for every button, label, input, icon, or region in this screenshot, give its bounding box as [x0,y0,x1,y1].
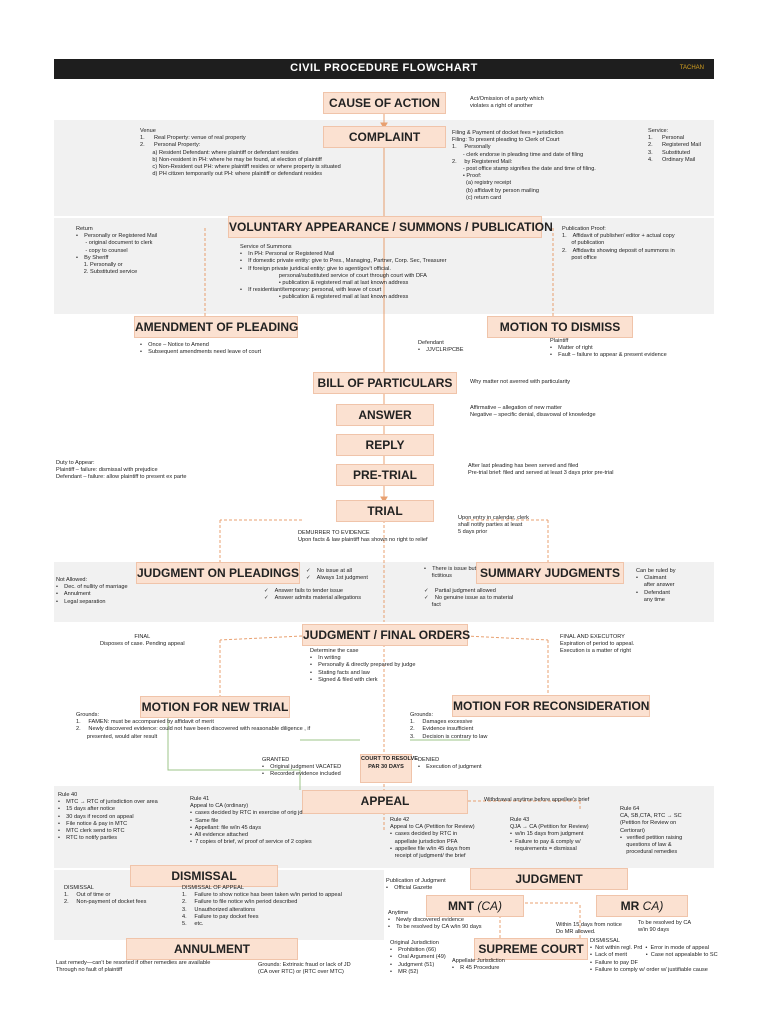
trial-box: TRIAL [336,500,434,522]
rule-64-note: Rule 64 CA, SB,CTA, RTC → SC (Petition for Review on Certiorari) • verified petition raising questions of law & procedural remedies [620,806,683,856]
court-resolve-box: COURT TO RESOLVE PAR 30 DAYS [360,754,412,783]
summary-judgments-box: SUMMARY JUDGMENTS [476,562,624,584]
judgment-on-pleadings-box: JUDGMENT ON PLEADINGS [136,562,300,584]
grounds-annulment-note: Grounds: Extrinsic fraud or lack of JD (CA over RTC) or (RTC over MTC) [258,962,351,976]
demurrer-note: DEMURRER TO EVIDENCE Upon facts & law plaintiff has shown no right to relief [298,530,428,544]
to-be-resolved-note: To be resolved by CA w/in 90 days [638,920,692,934]
granted-note: GRANTED • Original judgment VACATED • Recorded evidence included [262,757,342,778]
page-title: CIVIL PROCEDURE FLOWCHART [290,62,478,74]
appellate-jurisdiction-note: Appellate Jurisdiction • R 45 Procedure [452,958,505,972]
venue-note: Venue 1. Real Property: venue of real property 2. Personal Property: a) Resident Defendant: where plaintiff or defendant resides b) Non-resident in PH: where he may be found, at election of plaintiff c) Non-Resident out PH: where plaintiff resides or where property is situated d) PH citizen temporarily out PH: where plaintiff or defendant resides [140,128,341,178]
pretrial-note: After last pleading has been served and filed Pre-trial brief: filed and served at least 3 days prior pre-trial [468,463,614,477]
plaintiff-note: Plaintiff • Matter of right • Fault – failure to appear & present evidence [550,338,667,359]
service-note: Service: 1. Personal 2. Registered Mail 3. Substituted 4. Ordinary Mail [648,128,701,163]
reply-box: REPLY [336,434,434,456]
motion-to-dismiss-box: MOTION TO DISMISS [487,316,633,338]
answer-box: ANSWER [336,404,434,426]
determine-case-note: Determine the case • In writing • Personally & directly prepared by judge • Stating facts and law • Signed & filed with clerk [310,648,416,683]
trial-note: Upon entry in calendar, clerk shall notify parties at least 5 days prior [458,515,529,536]
pre-trial-box: PRE-TRIAL [336,464,434,486]
summons-note: Service of Summons • In PH: Personal or Registered Mail • If domestic private entity: give to Pres., Managing, Partner, Corp. Sec, Treasurer • If foreign private juridical entity: give to agent/gov't official. personal/substituted service of court through court with DFA • publication & registered mail at last known address • If residentiant/temporary: personal, with leave of court • publication & registered mail at last known address [240,244,447,301]
rule-42-note: Rule 42 Appeal to CA (Petition for Review) • cases decided by RTC in appellate jurisdiction PFA • appellee file w/in 45 days from receipt of judgment/ the brief [390,817,475,860]
dismissal-sc-note: DISMISSAL • Not within regl. Prd • Error in mode of appeal • Lack of merit • Case not appealable to SC • Failure to pay DF • Failure to comply w/ order w/ justifiable cause [590,938,718,973]
mr-ca-label: CA) [642,899,664,913]
duty-to-appear-note: Duty to Appear: Plaintiff – failure: dismissal with prejudice Defendant – failure: allow plaintiff to present ex parte [56,460,187,481]
original-jurisdiction-note: Original Jurisdiction • Prohibition (66) • Oral Argument (49) • Judgment (51) • MR (52) [390,940,446,975]
answer-note: Affirmative – allegation of new matter Negative – specific denial, disavowal of knowledge [470,405,596,419]
within-15-note: Within 15 days from notice Do MR allowed. [556,922,622,936]
not-allowed-note: Not Allowed: • Dec. of nullity of marriage • Annulment • Legal separation [56,577,128,605]
annulment-box: ANNULMENT [126,938,298,960]
publication-judgment-note: Publication of Judgment • Official Gazette [386,878,446,892]
return-note: Return • Personally or Registered Mail - original document to clerk - copy to counsel • By Sheriff 1. Personally or 2. Substituted service [76,226,158,276]
reconsideration-box: MOTION FOR RECONSIDERATION [452,695,650,717]
grounds-recon-note: Grounds: 1. Damages excessive 2. Evidence insufficient 3. Decision is contrary to law [410,712,488,740]
rule-40-note: Rule 40 • MTC → RTC of jurisdiction over area • 15 days after notice • 30 days if record on appeal • File notice & pay in MTC • MTC clerk send to RTC • RTC to notify parties [58,792,158,842]
grounds-new-trial-note: Grounds: 1. FAMEN: must be accompanied by affidavit of merit 2. Newly discovered evidence: could not have been discovered with reasonable diligence , if presented, would alter result [76,712,311,740]
rule-43-note: Rule 43 QJA → CA (Petition for Review) • w/in 15 days from judgment • Failure to pay & comply w/ requirements = dismissal [510,817,589,852]
mnt-label: MNT [447,899,474,913]
denied-note: DENIED • Execution of judgment [418,757,482,771]
voluntary-appearance-box: VOLUNTARY APPEARANCE / SUMMONS / PUBLICATION [228,216,542,238]
withdrawal-note: Withdrawal anytime before appellee's brief [484,797,590,803]
mnt-ca-label: (CA) [477,899,502,913]
amendment-note: • Once – Notice to Amend • Subsequent amendments need leave of court [140,342,262,356]
filing-note: Filing & Payment of docket fees = jurisdiction Filing: To present pleading to Clerk of Court 1. Personally - clerk endorse in pleading time and date of filing 2. by Registered Mail: - post office stamp signifies the date and time of filing. • Proof: (a) registry receipt (b) affidavit by person mailing (c) return card [452,130,596,201]
defendant-note: Defendant • JJVCLR/PCBE [418,340,464,354]
appeal-box: APPEAL [302,790,468,814]
dismissal-appeal-note: DISMISSAL OF APPEAL 1. Failure to show notice has been taken w/in period to appeal 2. Failure to file notice w/in period described 3. Unauthorized alterations 4. Failure to pay docket fees 5. etc. [182,885,342,928]
final-right-note: FINAL AND EXECUTORY Expiration of period to appeal. Execution is a matter of right [560,634,635,655]
cause-definition: Act/Omission of a party which violates a right of another [470,96,544,110]
anytime-note: Anytime • Newly discovered evidence • To be resolved by CA w/in 90 days [388,910,482,931]
dismissal-left-note: DISMISSAL 1. Out of time or 2. Non-payment of docket fees [64,885,147,906]
cause-of-action-box: CAUSE OF ACTION [323,92,446,114]
new-trial-box: MOTION FOR NEW TRIAL [140,696,290,718]
pleadings-checks-2: ✓ Answer fails to tender issue ✓ Answer admits material allegations [264,588,362,602]
mr-label: MR [620,899,640,913]
summary-mid-note: ✓ Partial judgment allowed ✓ No genuine issue as to material fact [424,588,514,609]
header-tag: TACHAN [679,65,704,71]
pleadings-checks-1: ✓ No issue at all ✓ Always 1st judgment [306,568,368,582]
bill-of-particulars-box: BILL OF PARTICULARS [313,372,457,394]
can-be-ruled-note: Can be ruled by • Claimant after answer • Defendant any time [636,568,676,603]
publication-proof-note: Publication Proof: 1. Affidavit of publisher/ editor + actual copy of publication 2. Affidavits showing deposit of summons in post office [562,226,675,261]
judgment-box: JUDGMENT [470,868,628,890]
amendment-box: AMENDMENT OF PLEADING [134,316,298,338]
last-remedy-note: Last remedy—can't be resorted if other remedies are available Through no fault of plaintiff [56,960,211,974]
summary-left-note: • There is issue but fictitious [424,566,477,580]
final-left-note: FINAL Disposes of case. Pending appeal [100,634,185,648]
complaint-box: COMPLAINT [323,126,446,148]
dismissal-box: DISMISSAL [130,865,278,887]
supreme-court-box: SUPREME COURT [474,938,588,960]
bill-note: Why matter not averred with particularity [470,379,571,385]
rule-41-note: Rule 41 Appeal to CA (ordinary) • cases decided by RTC in exercise of orig jd • Same file • Appellant: file w/in 45 days • All evidence attached • 7 copies of brief, w/ proof of service of 2 copies [190,796,312,846]
mr-box [596,895,688,917]
final-orders-box: JUDGMENT / FINAL ORDERS [302,624,468,646]
